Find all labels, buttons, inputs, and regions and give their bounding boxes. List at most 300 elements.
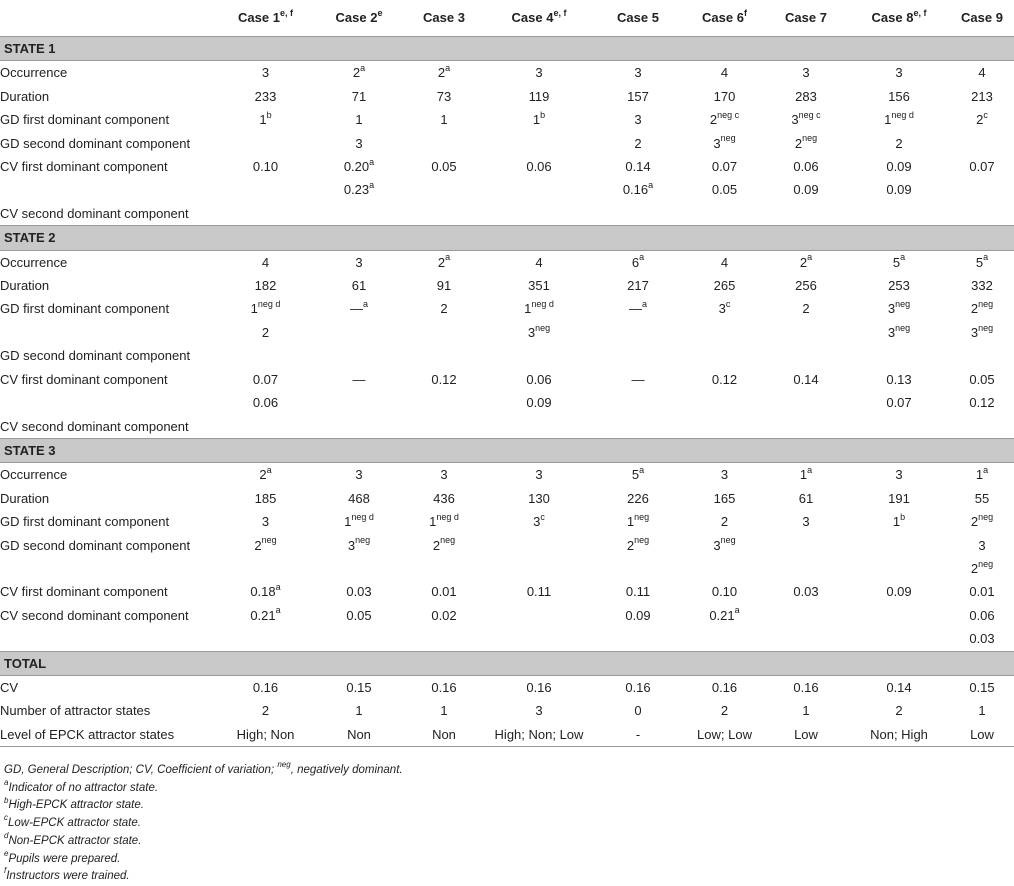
table-cell <box>848 487 950 510</box>
cell-value: 0.09 <box>625 607 651 623</box>
table-cell <box>848 415 950 439</box>
cell-value: 351 <box>528 278 550 294</box>
column-header-label: Case 3 <box>423 10 465 25</box>
table-row <box>0 580 1014 603</box>
table-row <box>0 415 1014 439</box>
row-label: Duration <box>0 88 50 104</box>
cell-value: 0.16 <box>793 679 819 695</box>
cell-value: 2 <box>440 301 448 317</box>
table-cell <box>214 675 317 699</box>
table-cell <box>848 297 950 320</box>
row-label: Number of attractor states <box>0 703 151 719</box>
cell-value: 2 <box>720 703 729 719</box>
table-cell <box>685 250 764 274</box>
cell-value: 185 <box>254 490 277 506</box>
table-cell <box>401 675 487 699</box>
table-cell <box>848 580 950 603</box>
cell-value: 2 <box>970 301 979 317</box>
table-cell <box>848 368 950 391</box>
footnote-line <box>4 762 403 780</box>
cell-superscript: neg d <box>436 511 459 522</box>
table-cell <box>950 108 1014 131</box>
cell-value: 0.07 <box>886 395 912 411</box>
table-cell <box>764 132 848 155</box>
table-row <box>0 108 1014 131</box>
table-cell <box>214 557 317 580</box>
cell-value: 213 <box>971 88 993 104</box>
table-cell <box>487 391 591 414</box>
cell-value: Low; Low <box>697 726 752 742</box>
column-header-case-7 <box>764 0 848 37</box>
cell-value: 3 <box>718 301 726 317</box>
cell-superscript: a <box>445 63 451 74</box>
table-cell <box>214 274 317 297</box>
cell-value: 0.12 <box>711 371 738 387</box>
table-cell <box>317 487 401 510</box>
table-cell <box>950 675 1014 699</box>
cell-value: 0.12 <box>431 371 457 387</box>
table-cell <box>214 580 317 603</box>
footnote-line <box>4 797 403 815</box>
table-cell <box>685 274 764 297</box>
cell-value: 3 <box>802 514 810 530</box>
cell-value: 2 <box>794 135 803 151</box>
table-cell <box>214 368 317 391</box>
table-cell <box>401 415 487 439</box>
table-cell <box>591 604 685 627</box>
cell-value: 332 <box>971 278 993 294</box>
table-cell <box>685 627 764 651</box>
table-cell <box>685 391 764 414</box>
row-label: Occurrence <box>0 254 68 270</box>
cell-superscript: neg d <box>351 511 374 522</box>
cell-value: 0.01 <box>431 584 457 600</box>
table-cell <box>950 604 1014 627</box>
cell-superscript: neg <box>978 511 994 522</box>
cell-value: 3 <box>355 467 363 483</box>
cell-value: 3 <box>535 65 543 81</box>
table-cell <box>214 391 317 414</box>
cell-value: 3 <box>970 324 979 340</box>
table-row <box>0 178 1014 201</box>
table-row <box>0 344 1014 367</box>
cell-superscript: neg <box>895 299 911 310</box>
row-label <box>0 391 214 414</box>
row-label: GD second dominant component <box>0 135 191 151</box>
row-label: Duration <box>0 490 50 506</box>
cell-value: 3 <box>887 324 896 340</box>
table-cell <box>214 155 317 178</box>
footnote-text: , negatively dominant. <box>290 764 403 776</box>
cell-value: 217 <box>627 278 649 294</box>
table-cell <box>685 557 764 580</box>
cell-value: 0.12 <box>969 395 995 411</box>
column-header-label: Case 2 <box>335 10 378 25</box>
table-row <box>0 487 1014 510</box>
cell-value: 130 <box>528 490 550 506</box>
table-cell <box>401 178 487 201</box>
table-cell <box>214 463 317 487</box>
table-row <box>0 627 1014 651</box>
cell-value: 3 <box>713 135 721 151</box>
table-cell <box>487 557 591 580</box>
table-cell <box>487 274 591 297</box>
row-label: Occurrence <box>0 65 68 81</box>
table-cell <box>764 250 848 274</box>
cell-value: 165 <box>713 490 736 506</box>
table-cell <box>764 415 848 439</box>
table-cell <box>591 85 685 108</box>
table-cell <box>848 61 950 85</box>
cell-value: 0.15 <box>969 679 995 695</box>
cell-value: 4 <box>261 254 270 270</box>
cell-value: 2 <box>970 514 979 530</box>
table-cell <box>487 415 591 439</box>
table-cell <box>401 274 487 297</box>
footnote-text: Non-EPCK attractor state. <box>8 834 142 847</box>
table-cell <box>685 202 764 226</box>
table-cell <box>487 297 591 320</box>
table-cell <box>317 108 401 131</box>
cell-value: 1 <box>429 514 437 530</box>
table-row <box>0 534 1014 557</box>
cell-value: 61 <box>798 490 814 506</box>
table-cell <box>317 391 401 414</box>
table-cell <box>764 155 848 178</box>
table-cell <box>950 510 1014 533</box>
table-cell <box>591 178 685 201</box>
table-cell <box>591 534 685 557</box>
cell-value: 3 <box>261 65 270 81</box>
table-cell <box>591 250 685 274</box>
table-cell <box>214 132 317 155</box>
table-cell <box>848 132 950 155</box>
table-cell <box>487 604 591 627</box>
cell-value: 61 <box>351 278 367 294</box>
footnote-text: Instructors were trained. <box>6 870 130 883</box>
table-cell <box>487 85 591 108</box>
table-row <box>0 699 1014 722</box>
table-cell <box>487 344 591 367</box>
table-cell <box>591 108 685 131</box>
footnote-line <box>4 815 403 833</box>
cell-superscript: neg d <box>531 299 554 310</box>
table-cell <box>848 627 950 651</box>
cell-value: 91 <box>436 278 452 294</box>
table-cell <box>685 675 764 699</box>
cell-value: 2 <box>720 514 729 530</box>
column-header-superscript: e, f <box>913 7 927 18</box>
cell-value: 1 <box>355 703 363 719</box>
column-header-label: Case 9 <box>961 10 1003 25</box>
cell-value: 0.13 <box>886 371 912 387</box>
table-cell <box>401 85 487 108</box>
table-cell <box>401 627 487 651</box>
cell-superscript: neg c <box>717 109 740 120</box>
table-cell <box>685 85 764 108</box>
table-row <box>0 61 1014 85</box>
table-cell <box>764 510 848 533</box>
column-header-case-6 <box>685 0 764 37</box>
table-cell <box>848 675 950 699</box>
table-cell <box>591 202 685 226</box>
table-cell <box>487 675 591 699</box>
table-cell <box>950 723 1014 747</box>
table-cell <box>685 61 764 85</box>
table-cell <box>591 699 685 722</box>
table-cell <box>214 510 317 533</box>
table-header-row <box>0 0 1014 37</box>
table-cell <box>764 274 848 297</box>
table-cell <box>214 627 317 651</box>
section-title: STATE 1 <box>0 37 1014 61</box>
table-cell <box>848 723 950 747</box>
table-cell <box>950 415 1014 439</box>
cell-value: 0.11 <box>625 584 651 600</box>
table-cell <box>214 321 317 344</box>
row-label: Duration <box>0 278 50 294</box>
cell-value: 0.06 <box>793 159 819 175</box>
row-label: Level of EPCK attractor states <box>0 723 214 747</box>
table-cell <box>685 155 764 178</box>
table-cell <box>848 155 950 178</box>
cell-value: 0.09 <box>886 182 912 198</box>
table-cell <box>401 699 487 722</box>
cell-value: 0.14 <box>793 371 819 387</box>
cell-value: 2 <box>437 65 446 81</box>
cell-value: 4 <box>978 65 986 81</box>
table-cell <box>401 250 487 274</box>
table-cell <box>214 344 317 367</box>
cell-superscript: a <box>275 582 281 593</box>
row-label: CV second dominant component <box>0 607 189 623</box>
cell-superscript: a <box>639 464 645 475</box>
cell-value: 233 <box>254 88 277 104</box>
cell-value: 0.16 <box>711 679 738 695</box>
cell-value: 1 <box>355 112 363 128</box>
table-cell <box>487 368 591 391</box>
table-cell <box>764 604 848 627</box>
cell-value: — <box>349 301 363 317</box>
table-row <box>0 463 1014 487</box>
table-cell <box>214 699 317 722</box>
table-cell <box>214 202 317 226</box>
cell-value: 191 <box>888 490 910 506</box>
cell-superscript: neg <box>895 322 911 333</box>
table-cell <box>317 723 401 747</box>
section-header-row <box>0 438 1014 462</box>
cell-value: 1 <box>892 514 901 530</box>
table-cell <box>591 344 685 367</box>
cell-superscript: neg c <box>798 109 821 120</box>
cell-value: 119 <box>528 88 550 104</box>
table-cell <box>214 297 317 320</box>
column-header-label: Case 7 <box>785 10 827 25</box>
footnote-line <box>4 830 403 851</box>
table-cell <box>214 61 317 85</box>
table-cell <box>317 85 401 108</box>
cell-value: 0.03 <box>793 584 819 600</box>
cell-value: 1 <box>802 703 810 719</box>
table-row <box>0 368 1014 391</box>
column-header-superscript: f <box>743 7 747 18</box>
table-cell <box>401 487 487 510</box>
table-row <box>0 274 1014 297</box>
cell-superscript: neg <box>978 558 994 569</box>
cell-value: 3 <box>887 301 896 317</box>
footnote-marker: a <box>4 777 9 787</box>
cell-value: 2 <box>261 703 270 719</box>
table-cell <box>591 321 685 344</box>
cell-value: 1 <box>626 514 635 530</box>
table-cell <box>685 108 764 131</box>
section-title: STATE 3 <box>0 438 1014 462</box>
cell-value: High; Non; Low <box>494 726 584 742</box>
cell-value: 0.16 <box>526 679 552 695</box>
table-row <box>0 723 1014 747</box>
table-cell <box>848 391 950 414</box>
cell-superscript: a <box>983 252 989 263</box>
cell-superscript: b <box>266 109 272 120</box>
cell-superscript: b <box>540 109 546 120</box>
cell-value: 3 <box>895 467 903 483</box>
footnote-text: Indicator of no attractor state. <box>8 781 159 794</box>
table-cell <box>591 580 685 603</box>
table-cell <box>317 675 401 699</box>
cell-value: 0.07 <box>969 159 995 175</box>
cell-value: 2 <box>261 324 270 340</box>
table-cell <box>685 463 764 487</box>
table-cell <box>848 699 950 722</box>
cell-value: 0.14 <box>886 679 912 695</box>
cell-value: 1 <box>259 112 267 128</box>
table-cell <box>317 321 401 344</box>
table-cell <box>950 580 1014 603</box>
cell-value: 2 <box>709 112 718 128</box>
table-cell <box>317 699 401 722</box>
column-header-label: Case 8 <box>871 10 914 25</box>
cell-value: - <box>635 726 641 742</box>
footnote-marker: e <box>4 848 9 858</box>
table-cell <box>487 202 591 226</box>
table-cell <box>764 675 848 699</box>
table-cell <box>685 321 764 344</box>
cell-value: 73 <box>436 88 452 104</box>
table-cell <box>950 178 1014 201</box>
cell-value: Non <box>347 726 371 742</box>
cell-value: 6 <box>631 254 640 270</box>
cell-value: 3 <box>791 112 799 128</box>
table-cell <box>685 699 764 722</box>
cell-value: 1 <box>344 514 352 530</box>
cell-value: 1 <box>884 112 892 128</box>
cell-value: Non; High <box>870 726 928 742</box>
table-cell <box>848 178 950 201</box>
cell-value: 2 <box>626 537 635 553</box>
table-cell <box>685 604 764 627</box>
table-cell <box>764 297 848 320</box>
table-cell <box>317 274 401 297</box>
table-cell <box>401 391 487 414</box>
table-cell <box>764 321 848 344</box>
table-cell <box>317 61 401 85</box>
table-cell <box>317 202 401 226</box>
table-cell <box>764 108 848 131</box>
footnote-text: Pupils were prepared. <box>8 852 121 865</box>
cell-superscript: a <box>369 180 375 191</box>
table-cell <box>764 487 848 510</box>
table-cell <box>214 85 317 108</box>
cell-value: 1 <box>524 301 532 317</box>
table-footnotes <box>4 762 403 886</box>
table-cell <box>685 178 764 201</box>
footnote-marker: d <box>4 830 9 840</box>
cell-value: 0.20 <box>343 159 370 175</box>
table-cell <box>685 415 764 439</box>
cell-superscript: neg <box>978 322 994 333</box>
cell-value: 2 <box>895 135 903 151</box>
table-cell <box>401 580 487 603</box>
cell-value: 0.03 <box>346 584 372 600</box>
table-cell <box>591 557 685 580</box>
section-header-row <box>0 37 1014 61</box>
cell-superscript: a <box>266 464 272 475</box>
cell-value: 55 <box>974 490 990 506</box>
table-cell <box>685 132 764 155</box>
cell-value: 3 <box>261 514 270 530</box>
cell-value: 1 <box>250 301 258 317</box>
table-cell <box>317 415 401 439</box>
cell-value: — <box>628 301 642 317</box>
table-cell <box>317 132 401 155</box>
table-cell <box>487 463 591 487</box>
cell-value: 0.21 <box>250 607 276 623</box>
table-cell <box>214 487 317 510</box>
table-cell <box>950 487 1014 510</box>
footnote-marker: b <box>4 795 9 805</box>
table-cell <box>950 155 1014 178</box>
table-cell <box>950 85 1014 108</box>
cell-superscript: neg <box>261 535 277 546</box>
row-label: CV first dominant component <box>0 371 168 387</box>
table-cell <box>487 580 591 603</box>
table-cell <box>487 723 591 747</box>
table-cell <box>401 723 487 747</box>
table-cell <box>487 534 591 557</box>
footnote-marker: c <box>4 813 8 823</box>
table-cell <box>487 250 591 274</box>
row-label: CV first dominant component <box>0 159 168 175</box>
table-cell <box>487 699 591 722</box>
row-label <box>0 321 214 344</box>
cell-value: 468 <box>348 490 370 506</box>
cell-value: 3 <box>440 467 448 483</box>
cell-value: 0.15 <box>346 679 372 695</box>
table-cell <box>764 463 848 487</box>
table-cell <box>487 321 591 344</box>
cell-superscript: a <box>807 252 813 263</box>
table-cell <box>401 534 487 557</box>
cell-superscript: neg d <box>891 109 914 120</box>
table-cell <box>487 108 591 131</box>
table-cell <box>950 321 1014 344</box>
cell-value: 71 <box>351 88 367 104</box>
table-cell <box>317 627 401 651</box>
table-cell <box>764 627 848 651</box>
column-header-superscript: e, f <box>553 7 567 18</box>
cell-value: 0.06 <box>526 371 552 387</box>
cell-value: 0.03 <box>969 631 995 647</box>
